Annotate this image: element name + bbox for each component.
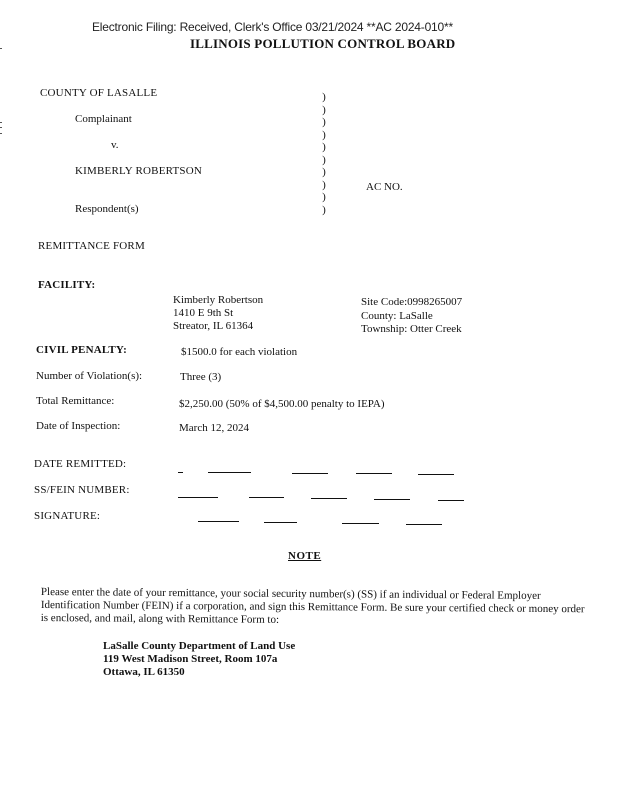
paren: )	[322, 166, 326, 178]
total-remittance-value: $2,250.00 (50% of $4,500.00 penalty to IEPA)	[179, 398, 385, 410]
scan-mark	[0, 48, 2, 49]
date-remitted-field[interactable]	[418, 474, 454, 475]
scan-mark	[0, 133, 2, 134]
paren: )	[322, 128, 326, 141]
paren: )	[322, 116, 326, 128]
ss-fein-field[interactable]	[438, 500, 464, 501]
respondent-name: KIMBERLY ROBERTSON	[75, 165, 203, 177]
ss-fein-field[interactable]	[311, 498, 347, 499]
paren: )	[322, 91, 326, 103]
civil-penalty-value: $1500.0 for each violation	[181, 346, 298, 358]
paren: )	[322, 191, 326, 203]
civil-penalty-label: CIVIL PENALTY:	[36, 344, 127, 356]
complainant-name: COUNTY OF LASALLE	[40, 87, 158, 99]
ss-fein-field[interactable]	[249, 497, 284, 498]
paren: )	[322, 103, 326, 116]
township: Township: Otter Creek	[361, 323, 462, 335]
facility-label: FACILITY:	[38, 279, 96, 291]
signature-field[interactable]	[406, 524, 442, 525]
ss-fein-field[interactable]	[374, 499, 410, 500]
caption-bracket	[320, 91, 328, 216]
violations-label: Number of Violation(s):	[36, 370, 143, 382]
paren: )	[322, 178, 326, 191]
respondent-label: Respondent(s)	[75, 203, 139, 215]
scan-mark	[0, 127, 2, 128]
paren: )	[322, 203, 326, 216]
address-line-3: Ottawa, IL 61350	[103, 666, 185, 678]
total-remittance-label: Total Remittance:	[36, 395, 115, 407]
paren: )	[322, 153, 326, 166]
facility-street: 1410 E 9th St	[173, 307, 234, 319]
scan-mark	[0, 122, 2, 123]
violations-value: Three (3)	[180, 371, 222, 383]
ss-fein-label: SS/FEIN NUMBER:	[34, 484, 130, 496]
date-remitted-label: DATE REMITTED:	[34, 458, 127, 470]
date-remitted-field[interactable]	[178, 472, 183, 473]
paren: )	[322, 141, 326, 153]
signature-field[interactable]	[342, 523, 379, 524]
date-remitted-field[interactable]	[356, 473, 392, 474]
address-line-1: LaSalle County Department of Land Use	[103, 640, 296, 652]
form-title: REMITTANCE FORM	[38, 240, 145, 252]
date-remitted-field[interactable]	[292, 473, 328, 474]
note-heading: NOTE	[288, 550, 322, 562]
note-instructions: Please enter the date of your remittance, your social security number(s) (SS) if an individual or Federal Employer Identification Number (FEIN) if a corporation, and sign this Remittance Form. Be sure your certified check or money order is enclosed, and mail, along with Remittance Form to:	[40, 586, 585, 626]
signature-field[interactable]	[264, 522, 297, 523]
case-number-label: AC NO.	[366, 181, 403, 193]
facility-city: Streator, IL 61364	[173, 320, 254, 332]
date-remitted-field[interactable]	[208, 472, 251, 473]
versus: v.	[111, 139, 119, 151]
board-title: ILLINOIS POLLUTION CONTROL BOARD	[190, 36, 456, 51]
signature-field[interactable]	[198, 521, 239, 522]
complainant-label: Complainant	[75, 113, 132, 125]
county: County: LaSalle	[361, 310, 433, 322]
address-line-2: 119 West Madison Street, Room 107a	[103, 653, 278, 665]
signature-label: SIGNATURE:	[34, 510, 101, 522]
inspection-date-label: Date of Inspection:	[36, 420, 121, 432]
mail-to-address	[103, 640, 295, 679]
ss-fein-field[interactable]	[178, 497, 218, 498]
inspection-date-value: March 12, 2024	[179, 422, 249, 434]
facility-name: Kimberly Robertson	[173, 294, 264, 306]
filing-stamp: Electronic Filing: Received, Clerk's Office 03/21/2024 **AC 2024-010**	[92, 20, 453, 34]
site-code: Site Code:0998265007	[361, 296, 463, 308]
